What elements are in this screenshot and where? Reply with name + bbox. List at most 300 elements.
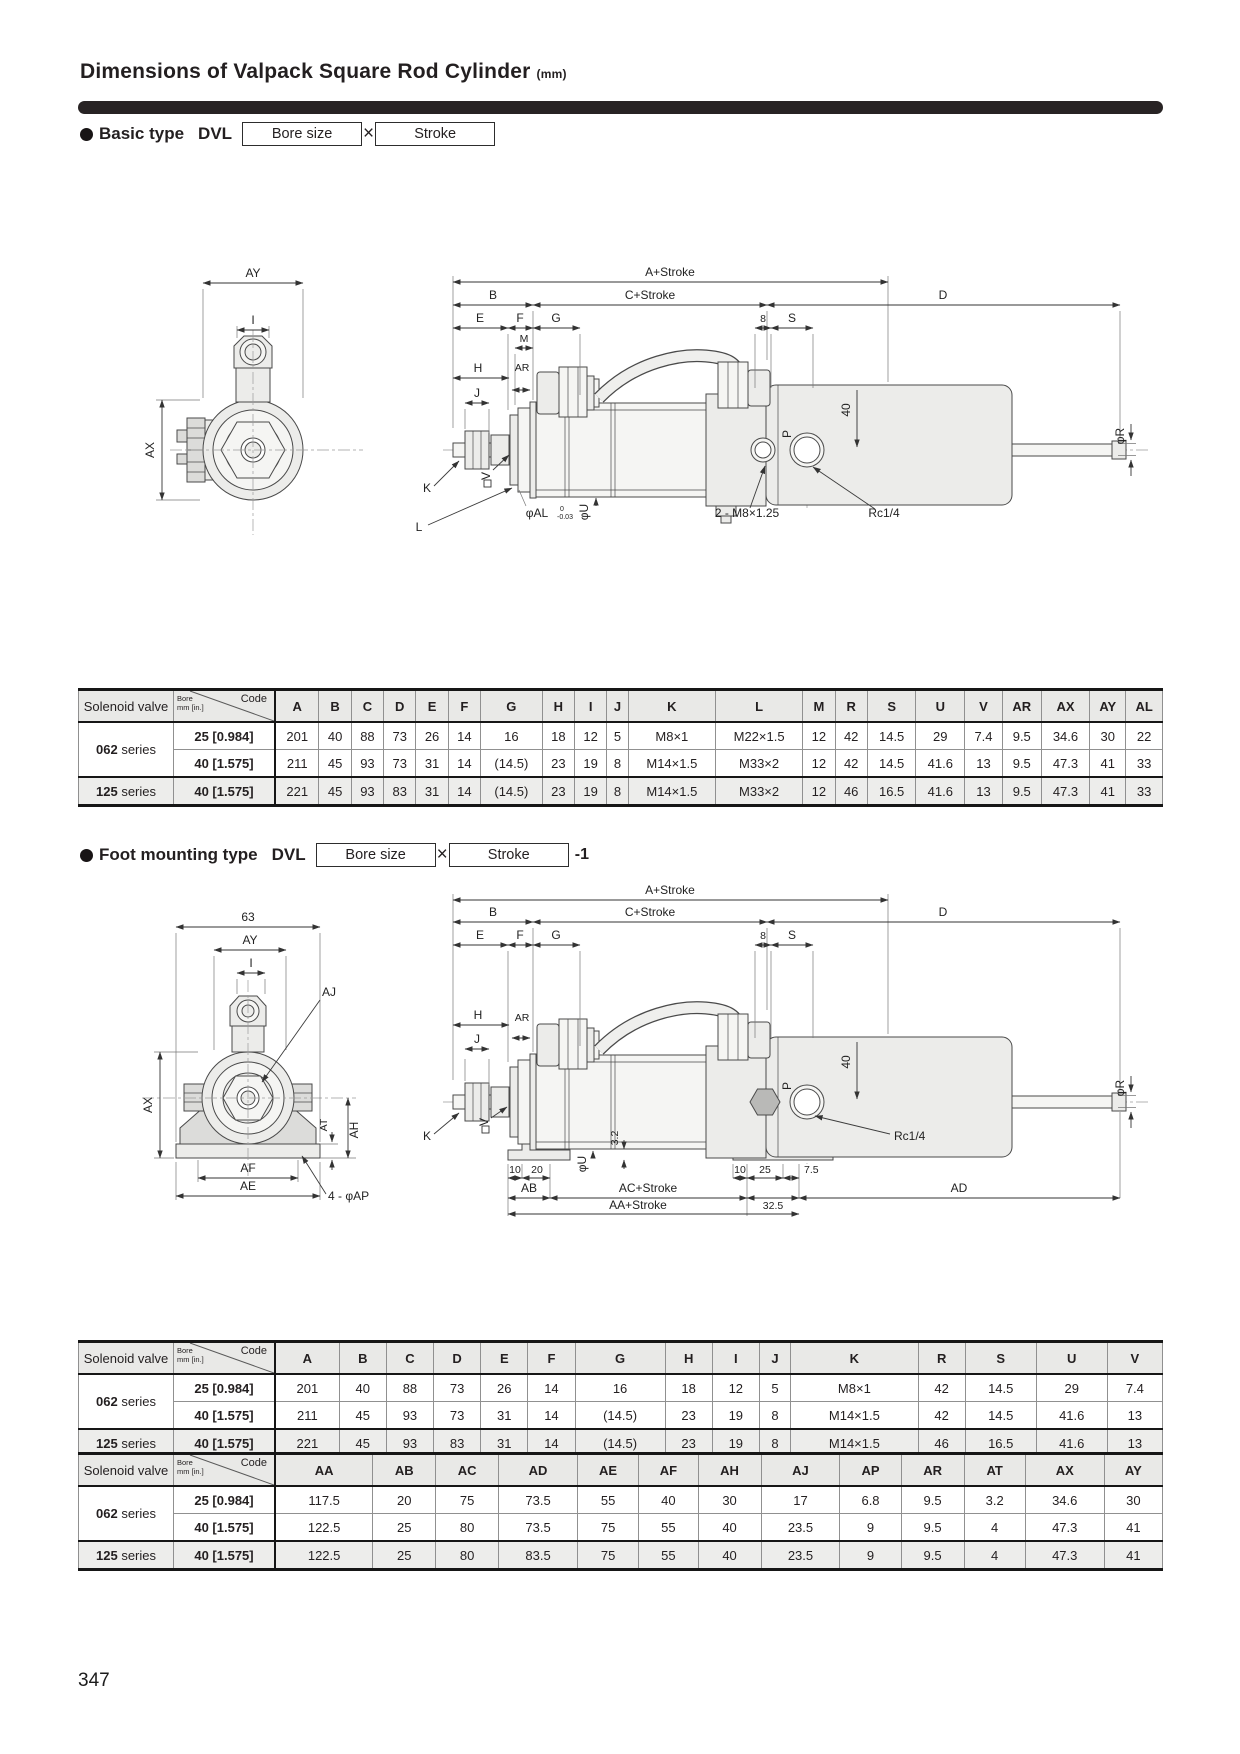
dimension-value: 23 <box>665 1402 712 1430</box>
dimension-value: 41.6 <box>916 777 965 806</box>
dim-rc-port: Rc1/4 <box>868 506 900 520</box>
dimension-value: 31 <box>416 750 448 778</box>
column-header-h: H <box>665 1342 712 1375</box>
dimension-value: 12 <box>803 722 835 750</box>
dimension-value: 83 <box>384 777 416 806</box>
bore-size-box: Bore size <box>242 122 362 146</box>
dimension-value: 211 <box>275 750 319 778</box>
bore-code-value: 40 [1.575] <box>174 1429 276 1458</box>
column-header-r: R <box>918 1342 965 1375</box>
dim-phi-al-tol-bottom: -0.03 <box>557 514 573 521</box>
dimension-value: 9.5 <box>901 1541 964 1570</box>
dimension-value: 41 <box>1090 750 1126 778</box>
table-row <box>79 750 1163 778</box>
dim-b: B <box>488 288 498 302</box>
dimension-value: 201 <box>275 722 319 750</box>
dimension-value: 73.5 <box>499 1514 578 1542</box>
dim-32-5: 32.5 <box>762 1200 784 1212</box>
dimension-value: 73 <box>434 1402 481 1430</box>
dimension-value: 5 <box>759 1374 790 1402</box>
bore-unit: mm [in.] <box>177 702 204 712</box>
dimension-value: 12 <box>712 1374 759 1402</box>
column-header-af: AF <box>639 1454 698 1487</box>
dimension-value: 23 <box>542 777 574 806</box>
dimension-value: 122.5 <box>275 1541 373 1570</box>
dimension-value: 14 <box>448 777 480 806</box>
dimension-value: 31 <box>416 777 448 806</box>
dim-aa-stroke: AA+Stroke <box>609 1198 667 1212</box>
dimension-value: 7.4 <box>965 722 1003 750</box>
dim-ah: AH <box>347 1121 361 1139</box>
dimension-value: 42 <box>835 722 867 750</box>
dimension-value: 9.5 <box>1002 777 1041 806</box>
dimension-value: 23 <box>542 750 574 778</box>
dimension-value: 42 <box>835 750 867 778</box>
dimension-value: 29 <box>916 722 965 750</box>
column-header-ap: AP <box>840 1454 901 1487</box>
dimension-value: 47.3 <box>1025 1514 1104 1542</box>
column-header-ax: AX <box>1041 690 1090 723</box>
dimension-value: 19 <box>575 777 607 806</box>
table-row <box>79 1541 1163 1570</box>
column-header-r: R <box>835 690 867 723</box>
series-label: 125 series <box>79 1541 174 1570</box>
dimension-value: 40 <box>698 1541 761 1570</box>
dim-p: P <box>780 429 794 439</box>
dimension-value: 75 <box>578 1514 639 1542</box>
column-header-a: A <box>275 1342 339 1375</box>
dimension-value: 30 <box>698 1486 761 1514</box>
dimension-value: 41 <box>1090 777 1126 806</box>
dimension-value: 31 <box>481 1402 528 1430</box>
bore-code-value: 40 [1.575] <box>174 1514 276 1542</box>
column-header-d: D <box>434 1342 481 1375</box>
bore-code-value: 25 [0.984] <box>174 722 276 750</box>
column-header-k: K <box>628 690 715 723</box>
dimension-value: 73.5 <box>499 1486 578 1514</box>
dim-ay: AY <box>242 933 258 947</box>
dimension-value: 46 <box>918 1429 965 1458</box>
column-header-aj: AJ <box>761 1454 840 1487</box>
column-header-e: E <box>481 1342 528 1375</box>
dim-l: L <box>415 520 423 534</box>
basic-dimension-table <box>78 688 1163 807</box>
dim-ar: AR <box>514 1012 530 1024</box>
dimension-value: M33×2 <box>715 750 802 778</box>
series-label: 062 series <box>79 1486 174 1541</box>
dimension-value: 122.5 <box>275 1514 373 1542</box>
dim-k: K <box>422 1129 432 1143</box>
series-label: 062 series <box>79 722 174 777</box>
dimension-value: 93 <box>386 1402 433 1430</box>
dimension-value: 26 <box>481 1374 528 1402</box>
dim-ay: AY <box>245 266 261 280</box>
dim-phi-al: φAL <box>525 506 549 520</box>
dim-ae: AE <box>239 1179 257 1193</box>
dimension-value: M8×1 <box>791 1374 918 1402</box>
column-header-l: L <box>715 690 802 723</box>
dim-c-stroke: C+Stroke <box>624 905 676 919</box>
dimension-value: 5 <box>607 722 628 750</box>
dimension-value: 73 <box>384 750 416 778</box>
foot-dimension-table-2 <box>78 1452 1163 1571</box>
dimension-value: 12 <box>803 750 835 778</box>
dimension-value: 30 <box>1090 722 1126 750</box>
dim-p: P <box>780 1081 794 1091</box>
bore-word: Bore <box>177 694 193 703</box>
dimension-value: 41 <box>1104 1541 1162 1570</box>
dim-phi-r: φR <box>1113 427 1127 445</box>
column-header-s: S <box>965 1342 1036 1375</box>
dim-square-v: V <box>477 1117 491 1127</box>
bore-code-header <box>174 1454 276 1487</box>
column-header-at: AT <box>964 1454 1025 1487</box>
page-title-text: Dimensions of Valpack Square Rod Cylinder <box>80 60 531 83</box>
table-row <box>79 1486 1163 1514</box>
dimension-value: 14.5 <box>867 750 916 778</box>
dim-thread: 2 - M8×1.25 <box>714 506 780 520</box>
dimension-value: 83.5 <box>499 1541 578 1570</box>
basic-side-view <box>443 356 1150 523</box>
section-basic-title: Basic type <box>99 124 185 143</box>
bullet-icon <box>80 849 93 862</box>
column-header-b: B <box>339 1342 386 1375</box>
dimension-value: 16.5 <box>965 1429 1036 1458</box>
dim-rc-port: Rc1/4 <box>894 1129 926 1143</box>
dim-10-left: 10 <box>509 1164 521 1176</box>
column-header-u: U <box>1036 1342 1107 1375</box>
bore-label <box>177 695 204 712</box>
column-header-ax: AX <box>1025 1454 1104 1487</box>
dim-i: I <box>251 313 255 327</box>
code-label: Code <box>240 693 267 705</box>
section-foot-header <box>80 843 589 867</box>
dimension-value: M8×1 <box>628 722 715 750</box>
dimension-value: 22 <box>1126 722 1163 750</box>
dimension-value: 25 <box>373 1514 436 1542</box>
column-header-b: B <box>319 690 351 723</box>
dimension-value: 8 <box>759 1429 790 1458</box>
dim-phi-u: φU <box>577 503 591 521</box>
dimension-value: 47.3 <box>1041 777 1090 806</box>
dim-e: E <box>475 928 485 942</box>
model-suffix: -1 <box>574 846 589 863</box>
page-number: 347 <box>78 1670 110 1691</box>
dimension-value: M33×2 <box>715 777 802 806</box>
dimension-value: 6.8 <box>840 1486 901 1514</box>
column-header-i: I <box>712 1342 759 1375</box>
dim-ar: AR <box>514 362 530 374</box>
bore-code-value: 40 [1.575] <box>174 777 276 806</box>
dimension-value: 18 <box>665 1374 712 1402</box>
dimension-value: 55 <box>639 1541 698 1570</box>
dimension-value: 29 <box>1036 1374 1107 1402</box>
dimension-value: 40 <box>698 1514 761 1542</box>
column-header-d: D <box>384 690 416 723</box>
dimension-value: 9.5 <box>901 1486 964 1514</box>
dimension-value: 88 <box>386 1374 433 1402</box>
dimension-value: 23.5 <box>761 1514 840 1542</box>
series-label: 062 series <box>79 1374 174 1429</box>
column-header-ay: AY <box>1090 690 1126 723</box>
dim-phi-al-tol-top: 0 <box>560 506 564 513</box>
dimension-value: (14.5) <box>575 1429 665 1458</box>
dim-40: 40 <box>839 1055 853 1069</box>
dimension-value: 9 <box>840 1514 901 1542</box>
dimension-value: 93 <box>386 1429 433 1458</box>
dimension-value: 40 <box>639 1486 698 1514</box>
dim-g: G <box>551 311 561 325</box>
dimension-value: 12 <box>803 777 835 806</box>
dim-e: E <box>475 311 485 325</box>
dimension-value: 93 <box>351 750 383 778</box>
dimension-value: 41.6 <box>1036 1402 1107 1430</box>
dimension-value: 19 <box>575 750 607 778</box>
bore-label <box>177 1459 204 1476</box>
dimension-value: 14 <box>528 1402 575 1430</box>
bullet-icon <box>80 128 93 141</box>
dim-4-phi-ap: 4 - φAP <box>328 1189 370 1203</box>
section-basic-header <box>80 122 501 146</box>
column-header-ad: AD <box>499 1454 578 1487</box>
column-header-f: F <box>448 690 480 723</box>
dimension-value: 42 <box>918 1402 965 1430</box>
dimension-value: 117.5 <box>275 1486 373 1514</box>
dimension-value: 20 <box>373 1486 436 1514</box>
column-header-i: I <box>575 690 607 723</box>
dim-3-2: 3.2 <box>609 1130 621 1146</box>
dim-j: J <box>474 1032 480 1046</box>
page-header <box>80 60 567 84</box>
dimension-value: 19 <box>712 1429 759 1458</box>
model-code: DVL <box>198 124 233 143</box>
foot-mounting-drawing <box>78 878 1163 1218</box>
column-header-ar: AR <box>1002 690 1041 723</box>
bore-code-value: 25 [0.984] <box>174 1486 276 1514</box>
column-header-ay: AY <box>1104 1454 1162 1487</box>
column-header-ar: AR <box>901 1454 964 1487</box>
dimension-value: 16 <box>575 1374 665 1402</box>
dimension-value: 3.2 <box>964 1486 1025 1514</box>
dim-ax: AX <box>143 441 157 459</box>
dimension-value: 8 <box>759 1402 790 1430</box>
stroke-box: Stroke <box>375 122 495 146</box>
dim-square-v: V <box>479 471 493 481</box>
dim-a-stroke: A+Stroke <box>645 265 695 279</box>
dimension-value: (14.5) <box>575 1402 665 1430</box>
dimension-value: 42 <box>918 1374 965 1402</box>
bore-word: Bore <box>177 1458 193 1467</box>
dimension-value: 45 <box>339 1402 386 1430</box>
column-header-f: F <box>528 1342 575 1375</box>
dim-phi-u: φU <box>575 1155 589 1173</box>
dimension-value: M14×1.5 <box>628 777 715 806</box>
dimension-value: 73 <box>434 1374 481 1402</box>
basic-type-drawing <box>78 240 1163 540</box>
dimension-value: 14.5 <box>867 722 916 750</box>
dim-c-stroke: C+Stroke <box>624 288 676 302</box>
dim-8: 8 <box>760 313 766 325</box>
title-rule <box>78 101 1163 114</box>
dimension-value: 30 <box>1104 1486 1162 1514</box>
bore-code-header <box>174 690 276 723</box>
dimension-value: 4 <box>964 1541 1025 1570</box>
column-header-j: J <box>607 690 628 723</box>
bore-code-header <box>174 1342 276 1375</box>
page-title-unit: (mm) <box>536 67 567 81</box>
dim-d: D <box>938 288 948 302</box>
column-header-u: U <box>916 690 965 723</box>
dim-20: 20 <box>531 1164 543 1176</box>
bore-size-box: Bore size <box>316 843 436 867</box>
dimension-value: 201 <box>275 1374 339 1402</box>
column-header-c: C <box>351 690 383 723</box>
dim-k: K <box>422 481 432 495</box>
dimension-value: M22×1.5 <box>715 722 802 750</box>
dim-8: 8 <box>760 930 766 942</box>
dimension-value: 41.6 <box>916 750 965 778</box>
column-header-g: G <box>575 1342 665 1375</box>
dim-h: H <box>473 1008 483 1022</box>
section-foot-title: Foot mounting type <box>99 845 258 864</box>
dim-s: S <box>787 928 797 942</box>
foot-dimension-table-1 <box>78 1340 1163 1459</box>
dimension-value: 33 <box>1126 750 1163 778</box>
table-row <box>79 777 1163 806</box>
dim-s: S <box>787 311 797 325</box>
dimension-value: 34.6 <box>1041 722 1090 750</box>
dimension-value: 13 <box>1107 1429 1162 1458</box>
dimension-value: 41.6 <box>1036 1429 1107 1458</box>
dimension-value: 14 <box>448 750 480 778</box>
dimension-value: 17 <box>761 1486 840 1514</box>
foot-end-view <box>141 910 369 1203</box>
column-header-m: M <box>803 690 835 723</box>
dimension-value: 211 <box>275 1402 339 1430</box>
column-header-c: C <box>386 1342 433 1375</box>
dimension-value: 14 <box>528 1374 575 1402</box>
dimension-value: 83 <box>434 1429 481 1458</box>
dimension-value: (14.5) <box>481 750 543 778</box>
dimension-value: 40 <box>339 1374 386 1402</box>
column-header-ah: AH <box>698 1454 761 1487</box>
dimension-value: 93 <box>351 777 383 806</box>
dim-af: AF <box>240 1161 256 1175</box>
dimension-value: 25 <box>373 1541 436 1570</box>
dimension-value: 9.5 <box>901 1514 964 1542</box>
column-header-ac: AC <box>436 1454 499 1487</box>
bore-unit: mm [in.] <box>177 1466 204 1476</box>
dimension-value: 45 <box>319 777 351 806</box>
dimension-value: 16 <box>481 722 543 750</box>
dimension-value: 80 <box>436 1514 499 1542</box>
column-header-s: S <box>867 690 916 723</box>
dimension-value: 9.5 <box>1002 722 1041 750</box>
dimension-value: 14 <box>528 1429 575 1458</box>
dimension-value: 14.5 <box>965 1374 1036 1402</box>
dim-aj: AJ <box>322 985 337 999</box>
dimension-value: 75 <box>436 1486 499 1514</box>
dim-phi-r: φR <box>1113 1079 1127 1097</box>
bore-code-value: 40 [1.575] <box>174 1541 276 1570</box>
bore-code-value: 40 [1.575] <box>174 750 276 778</box>
column-header-ae: AE <box>578 1454 639 1487</box>
dimension-value: 31 <box>481 1429 528 1458</box>
dimension-value: 14 <box>448 722 480 750</box>
model-code: DVL <box>271 845 306 864</box>
column-header-k: K <box>791 1342 918 1375</box>
code-label: Code <box>240 1457 267 1469</box>
bore-word: Bore <box>177 1346 193 1355</box>
dimension-value: 8 <box>607 777 628 806</box>
column-header-j: J <box>759 1342 790 1375</box>
dim-h: H <box>473 361 483 375</box>
dimension-value: 7.4 <box>1107 1374 1162 1402</box>
dimension-value: 4 <box>964 1514 1025 1542</box>
page-title <box>80 60 567 84</box>
dim-10-right: 10 <box>734 1164 746 1176</box>
dimension-value: 55 <box>639 1514 698 1542</box>
dim-25: 25 <box>759 1164 771 1176</box>
dimension-value: 9.5 <box>1002 750 1041 778</box>
dimension-value: 9 <box>840 1541 901 1570</box>
dimension-value: 221 <box>275 1429 339 1458</box>
solenoid-valve-header: Solenoid valve <box>79 690 174 723</box>
dim-g: G <box>551 928 561 942</box>
bore-unit: mm [in.] <box>177 1354 204 1364</box>
column-header-al: AL <box>1126 690 1163 723</box>
table-row <box>79 1514 1163 1542</box>
dimension-value: 41 <box>1104 1514 1162 1542</box>
dimension-value: 23.5 <box>761 1541 840 1570</box>
column-header-h: H <box>542 690 574 723</box>
table-row <box>79 722 1163 750</box>
dim-at: AT <box>318 1118 330 1132</box>
solenoid-valve-header: Solenoid valve <box>79 1454 174 1487</box>
dim-ax: AX <box>141 1096 155 1114</box>
dim-f: F <box>516 928 524 942</box>
dim-ac-stroke: AC+Stroke <box>618 1181 678 1195</box>
dimension-value: (14.5) <box>481 777 543 806</box>
solenoid-valve-header: Solenoid valve <box>79 1342 174 1375</box>
dimension-value: 73 <box>384 722 416 750</box>
dimension-value: 47.3 <box>1025 1541 1104 1570</box>
dimension-value: 26 <box>416 722 448 750</box>
dimension-value: 75 <box>578 1541 639 1570</box>
foot-side-view <box>443 1008 1150 1164</box>
dim-7-5: 7.5 <box>804 1164 819 1176</box>
dim-63: 63 <box>241 910 255 924</box>
dim-40: 40 <box>839 403 853 417</box>
table-row <box>79 1374 1163 1402</box>
dim-a-stroke: A+Stroke <box>645 883 695 897</box>
dimension-value: 12 <box>575 722 607 750</box>
dimension-value: 23 <box>665 1429 712 1458</box>
dimension-value: 46 <box>835 777 867 806</box>
multiply-sign: × <box>436 844 448 865</box>
series-label: 125 series <box>79 1429 174 1458</box>
multiply-sign: × <box>363 123 375 144</box>
dimension-value: 19 <box>712 1402 759 1430</box>
column-header-v: V <box>965 690 1003 723</box>
dim-ad: AD <box>950 1181 968 1195</box>
dim-m: M <box>519 333 529 345</box>
dimension-value: 14.5 <box>965 1402 1036 1430</box>
dimension-value: 45 <box>319 750 351 778</box>
bore-label <box>177 1347 204 1364</box>
column-header-v: V <box>1107 1342 1162 1375</box>
dimension-value: 221 <box>275 777 319 806</box>
